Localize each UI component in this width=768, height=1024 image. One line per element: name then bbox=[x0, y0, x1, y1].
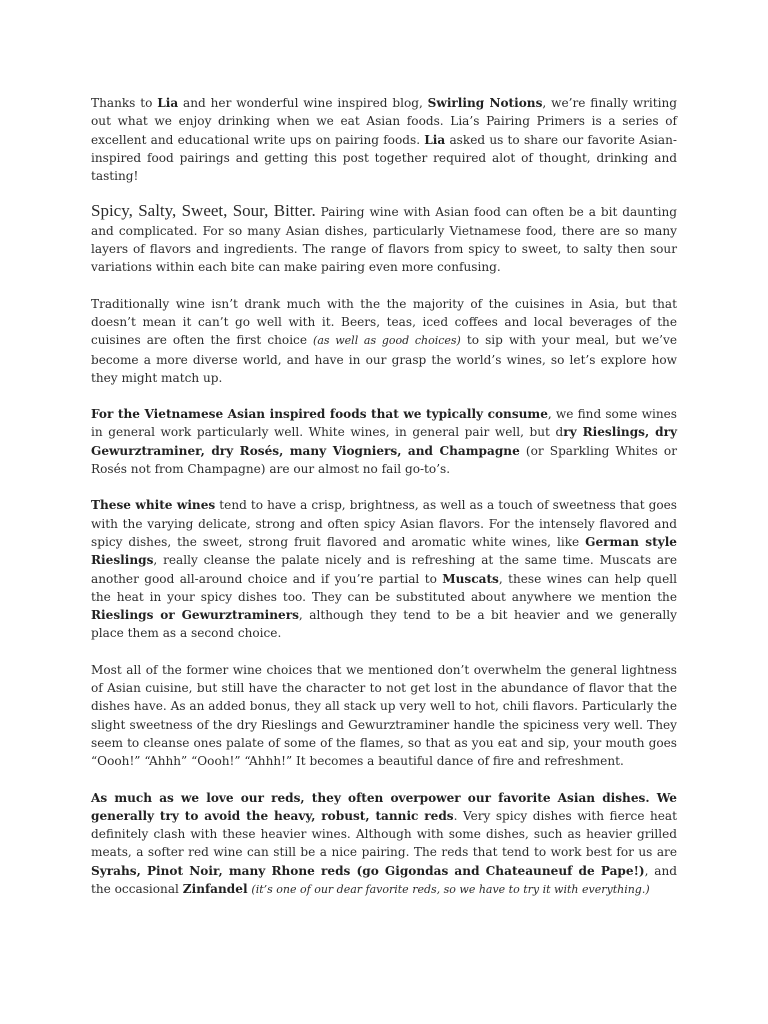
text-run: , we find some wines in general work particularly well. White wines, in general pair well, but d bbox=[91, 407, 677, 440]
text-run: to sip with your meal, but we’ve become a more diverse world, and have in our grasp the world’s wines, so let’s explore how they might match up. bbox=[91, 333, 678, 385]
bold-run: Muscats bbox=[442, 571, 499, 586]
white-wines-paragraph bbox=[91, 496, 677, 642]
text-run: , really cleanse the palate nicely and is refreshing at the same time. Muscats are another good all-around choice and if you’re partial to bbox=[91, 553, 677, 586]
italic-aside: (as well as good choices) bbox=[313, 334, 461, 348]
article-body bbox=[91, 94, 677, 899]
text-run: , and the occasional bbox=[91, 863, 677, 896]
text-run: tend to have a crisp, brightness, as well as a touch of sweetness that goes with the varying delicate, strong and often spicy Asian flavors. For the intensely flavored and spicy dishes, the sweet, strong fruit flavored and aromatic white wines, like bbox=[91, 498, 677, 549]
lightness-paragraph bbox=[91, 661, 677, 771]
bold-run: Zinfandel bbox=[182, 881, 248, 896]
intro-paragraph bbox=[91, 94, 677, 185]
text-run: Pairing wine with Asian food can often be a bit daunting and complicated. For so many Asian dishes, particularly Vietnamese food, there are so many layers of flavors and ingredients. The range of flavors from spicy to sweet, to salty then sour variations within each bite can make pairing even more confusing. bbox=[91, 205, 678, 275]
reds-paragraph bbox=[91, 789, 677, 900]
blog-name: Swirling Notions bbox=[427, 96, 543, 110]
text-run: Most all of the former wine choices that we mentioned don’t overwhelm the general lightness of Asian cuisine, but still have the character to not get lost in the abundance of flavor that the dishes have. As an added bonus, they all stack up very well to hot, chili flavors. Particularly the slight sweetness of the dry Rieslings and Gewurztraminer handle the spiciness very well. They seem to cleanse ones palate of some of the flames, so that as you eat and sip, your mouth goes “Oooh!” “Ahhh” “Oooh!” “Ahhh!” It becomes a beautiful dance of fire and refreshment. bbox=[91, 662, 677, 769]
author-name: Lia bbox=[424, 132, 446, 147]
text-run: and her wonderful wine inspired blog, bbox=[178, 96, 428, 110]
wine-list: ry Rieslings, dry Gewurztraminer, dry Rosés, many Viogniers, and Champagne bbox=[91, 425, 677, 458]
author-name: Lia bbox=[157, 96, 179, 110]
text-run: , these wines can help quell the heat in your spicy dishes too. They can be substituted about anywhere we mention the bbox=[91, 571, 677, 604]
text-run: . Very spicy dishes with fierce heat definitely clash with these heavier wines. Although with some dishes, such as heavier grilled meats, a softer red wine can still be a nice pairing. The reds that tend to work best for us are bbox=[91, 808, 677, 860]
bold-run: These white wines bbox=[91, 498, 216, 513]
lead-heading: Spicy, Salty, Sweet, Sour, Bitter. bbox=[91, 201, 316, 221]
italic-aside: (it’s one of our dear favorite reds, so we have to try it with everything.) bbox=[251, 882, 650, 896]
bold-run: As much as we love our reds, they often overpower our favorite Asian dishes. We generally try to avoid the heavy, robust, tannic reds bbox=[91, 790, 677, 823]
bold-run: Rieslings or Gewurztraminers bbox=[91, 608, 299, 623]
bold-run: Syrahs, Pinot Noir, many Rhone reds (go Gigondas and Chateauneuf de Pape!) bbox=[91, 863, 645, 878]
text-run: , although they tend to be a bit heavier and we generally place them as a second choice. bbox=[91, 608, 678, 641]
bold-run: German style Rieslings bbox=[91, 534, 678, 568]
text-run: , we’re finally writing out what we enjoy drinking when we eat Asian foods. Lia’s Pairing Primers is a series of excellent and educational write ups on pairing foods. bbox=[91, 96, 678, 147]
text-run: Traditionally wine isn’t drank much with the the majority of the cuisines in Asia, but that doesn’t mean it can’t go well with it. Beers, teas, iced coffees and local beverages of the cuisines are often the first choice bbox=[91, 296, 677, 348]
bold-run: For the Vietnamese Asian inspired foods that we typically consume bbox=[91, 407, 548, 422]
text-run: asked us to share our favorite Asian-inspired food pairings and getting this post together required alot of thought, drinking and tasting! bbox=[91, 132, 677, 184]
text-run: (or Sparkling Whites or Rosés not from Champagne) are our almost no fail go-to’s. bbox=[91, 443, 677, 477]
flavors-paragraph bbox=[91, 202, 677, 276]
vietnamese-paragraph bbox=[91, 405, 677, 478]
text-run: Thanks to bbox=[91, 96, 158, 110]
tradition-paragraph bbox=[91, 295, 677, 387]
